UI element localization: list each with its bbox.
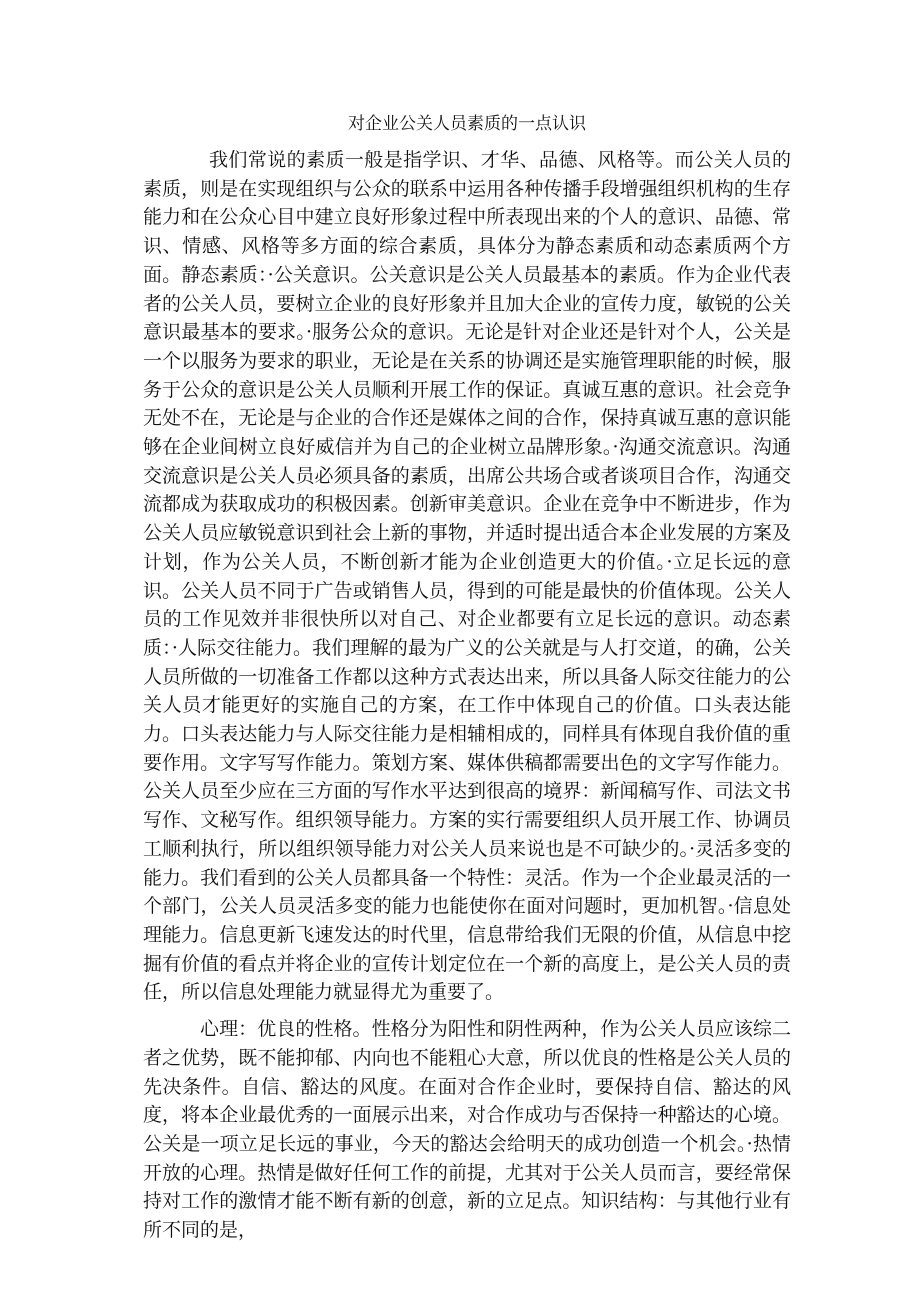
document-page <box>143 112 791 1245</box>
body-paragraph-static-dynamic-qualities: 我们常说的素质一般是指学识、才华、品德、风格等。而公关人员的素质，则是在实现组织与公众的联系中运用各种传播手段增强组织机构的生存能力和在公众心目中建立良好形象过程中所表现出来的个人的意识、品德、常识、情感、风格等多方面的综合素质，具体分为静态素质和动态素质两个方面。静态素质：·公关意识。公关意识是公关人员最基本的素质。作为企业代表者的公关人员，要树立企业的良好形象并且加大企业的宣传力度，敏锐的公关意识最基本的要求。·服务公众的意识。无论是针对企业还是针对个人，公关是一个以服务为要求的职业，无论是在关系的协调还是实施管理职能的时候，服务于公众的意识是公关人员顺利开展工作的保证。真诚互惠的意识。社会竞争无处不在，无论是与企业的合作还是媒体之间的合作，保持真诚互惠的意识能够在企业间树立良好威信并为自己的企业树立品牌形象。·沟通交流意识。沟通交流意识是公关人员必须具备的素质，出席公共场合或者谈项目合作，沟通交流都成为获取成功的积极因素。创新审美意识。企业在竞争中不断进步，作为公关人员应敏锐意识到社会上新的事物，并适时提出适合本企业发展的方案及计划，作为公关人员，不断创新才能为企业创造更大的价值。·立足长远的意识。公关人员不同于广告或销售人员，得到的可能是最快的价值体现。公关人员的工作见效并非很快所以对自己、对企业都要有立足长远的意识。动态素质：·人际交往能力。我们理解的最为广义的公关就是与人打交道，的确，公关人员所做的一切准备工作都以这种方式表达出来，所以具备人际交往能力的公关人员才能更好的实施自己的方案，在工作中体现自己的价值。口头表达能力。口头表达能力与人际交往能力是相辅相成的，同样具有体现自我价值的重要作用。文字写写作能力。策划方案、媒体供稿都需要出色的文字写作能力。公关人员至少应在三方面的写作水平达到很高的境界：新闻稿写作、司法文书写作、文秘写作。组织领导能力。方案的实行需要组织人员开展工作、协调员工顺利执行，所以组织领导能力对公关人员来说也是不可缺少的。·灵活多变的能力。我们看到的公关人员都具备一个特性：灵活。作为一个企业最灵活的一个部门，公关人员灵活多变的能力也能使你在面对问题时，更加机智。·信息处理能力。信息更新飞速发达的时代里，信息带给我们无限的价值，从信息中挖掘有价值的看点并将企业的宣传计划定位在一个新的高度上，是公关人员的责任，所以信息处理能力就显得尤为重要了。 <box>143 149 791 1004</box>
body-paragraph-psychology: 心理：优良的性格。性格分为阳性和阴性两种，作为公关人员应该综二者之优势，既不能抑郁、内向也不能粗心大意，所以优良的性格是公关人员的先决条件。自信、豁达的风度。在面对合作企业时，要保持自信、豁达的风度，将本企业最优秀的一面展示出来，对合作成功与否保持一种豁达的心境。公关是一项立足长远的事业，今天的豁达会给明天的成功创造一个机会。·热情开放的心理。热情是做好任何工作的前提，尤其对于公关人员而言，要经常保持对工作的激情才能不断有新的创意，新的立足点。知识结构：与其他行业有所不同的是， <box>143 1018 791 1242</box>
document-title: 对企业公关人员素质的一点认识 <box>348 114 586 134</box>
